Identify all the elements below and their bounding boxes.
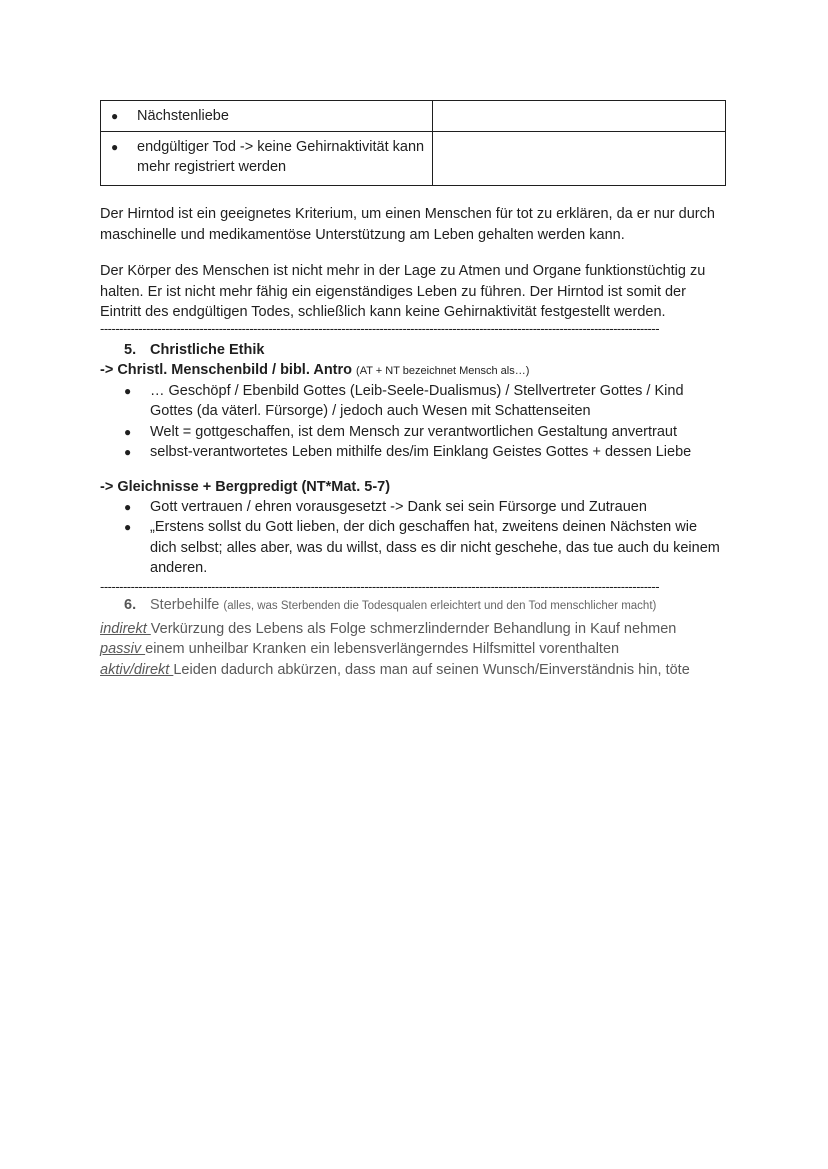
- subheading: [100, 477, 726, 497]
- definition-line: [100, 639, 726, 660]
- bullet-icon: ●: [111, 140, 119, 154]
- definitions: [100, 619, 726, 681]
- cell-text: Nächstenliebe: [137, 108, 229, 124]
- list-item-text: Gott vertrauen / ehren vorausgesetzt -> Dank sei sein Fürsorge und Zutrauen: [150, 498, 647, 515]
- table-row: [101, 101, 726, 132]
- section-title: Christliche Ethik: [150, 341, 265, 358]
- list-item-text: selbst-verantwortetes Leben mithilfe des/im Einklang Geistes Gottes + dessen Liebe: [150, 444, 692, 460]
- cell-text: endgültiger Tod -> keine Gehirnaktivität kann mehr registriert werden: [137, 139, 425, 175]
- paragraph: Der Hirntod ist ein geeignetes Kriterium, um einen Menschen für tot zu erklären, da er nur durch maschinelle und medikamentöse Unterstützung am Leben gehalten werden kann.: [100, 206, 715, 243]
- document-page: [100, 100, 726, 680]
- list-item: [124, 381, 726, 422]
- definition-line: [100, 660, 726, 681]
- table-row: [101, 132, 726, 186]
- section-title: Sterbehilfe: [150, 596, 220, 613]
- bullet-icon: ●: [124, 383, 132, 398]
- list-item: [124, 442, 726, 463]
- subheading-text: -> Christl. Menschenbild / bibl. Antro: [100, 361, 353, 378]
- definition-term: indirekt: [100, 620, 151, 637]
- bullet-list: [100, 381, 726, 463]
- subheading: [100, 360, 726, 381]
- divider: --------------------------------------------------------------------------------------------------------------------------------------------------: [100, 322, 660, 335]
- section-heading: [100, 340, 726, 360]
- bullet-icon: ●: [124, 424, 132, 439]
- list-item-text: Welt = gottgeschaffen, ist dem Mensch zur verantwortlichen Gestaltung anvertraut: [150, 423, 677, 440]
- table-cell: [101, 132, 433, 186]
- list-item: [111, 137, 426, 177]
- table-cell: [101, 101, 433, 132]
- bullet-icon: ●: [124, 445, 132, 459]
- section-number: 5.: [124, 341, 137, 358]
- list-item-text: „Erstens sollst du Gott lieben, der dich geschaffen hat, zweitens deinen Nächsten wie dich selbst; alles aber, was du willst, dass es dir nicht geschehe, das tue auch du keinem anderen.: [150, 519, 720, 576]
- comparison-table: [100, 100, 726, 186]
- definition-text: Verkürzung des Lebens als Folge schmerzlindernder Behandlung in Kauf nehmen: [150, 620, 677, 637]
- bullet-list: [100, 497, 726, 579]
- divider: --------------------------------------------------------------------------------------------------------------------------------------------------: [100, 580, 660, 593]
- definition-term: aktiv/direkt: [100, 661, 174, 678]
- section-number: 6.: [124, 596, 137, 613]
- definition-text: einem unheilbar Kranken ein lebensverlängerndes Hilfsmittel vorenthalten: [145, 641, 620, 657]
- section-note: (alles, was Sterbenden die Todesqualen erleichtert und den Tod menschlicher macht): [223, 599, 657, 612]
- subheading-note: (AT + NT bezeichnet Mensch als…): [356, 364, 530, 377]
- definition-term: passiv: [100, 641, 146, 657]
- bullet-icon: ●: [111, 109, 119, 123]
- bullet-icon: ●: [124, 499, 132, 514]
- bullet-icon: ●: [124, 520, 132, 534]
- list-item-text: … Geschöpf / Ebenbild Gottes (Leib-Seele-Dualismus) / Stellvertreter Gottes / Kind Gottes (da väterl. Fürsorge) / jedoch auch Wesen mit Schattenseiten: [150, 382, 684, 419]
- definition-line: [100, 619, 726, 640]
- list-item: [124, 517, 726, 579]
- list-item: [124, 422, 726, 443]
- list-item: [124, 497, 726, 518]
- subheading-text: -> Gleichnisse + Bergpredigt (NT*Mat. 5-7): [100, 478, 391, 495]
- list-item: [111, 106, 426, 126]
- definition-text: Leiden dadurch abkürzen, dass man auf seinen Wunsch/Einverständnis hin, töte: [173, 661, 690, 678]
- table-cell: [433, 101, 726, 132]
- paragraph: Der Körper des Menschen ist nicht mehr in der Lage zu Atmen und Organe funktionstüchtig zu halten. Er ist nicht mehr fähig ein eigenständiges Leben zu führen. Der Hirntod ist somit der Eintritt des endgültigen Todes, schließlich kann keine Gehirnaktivität festgestellt werden.: [100, 263, 706, 320]
- section-heading: [100, 595, 726, 616]
- table-cell: [433, 132, 726, 186]
